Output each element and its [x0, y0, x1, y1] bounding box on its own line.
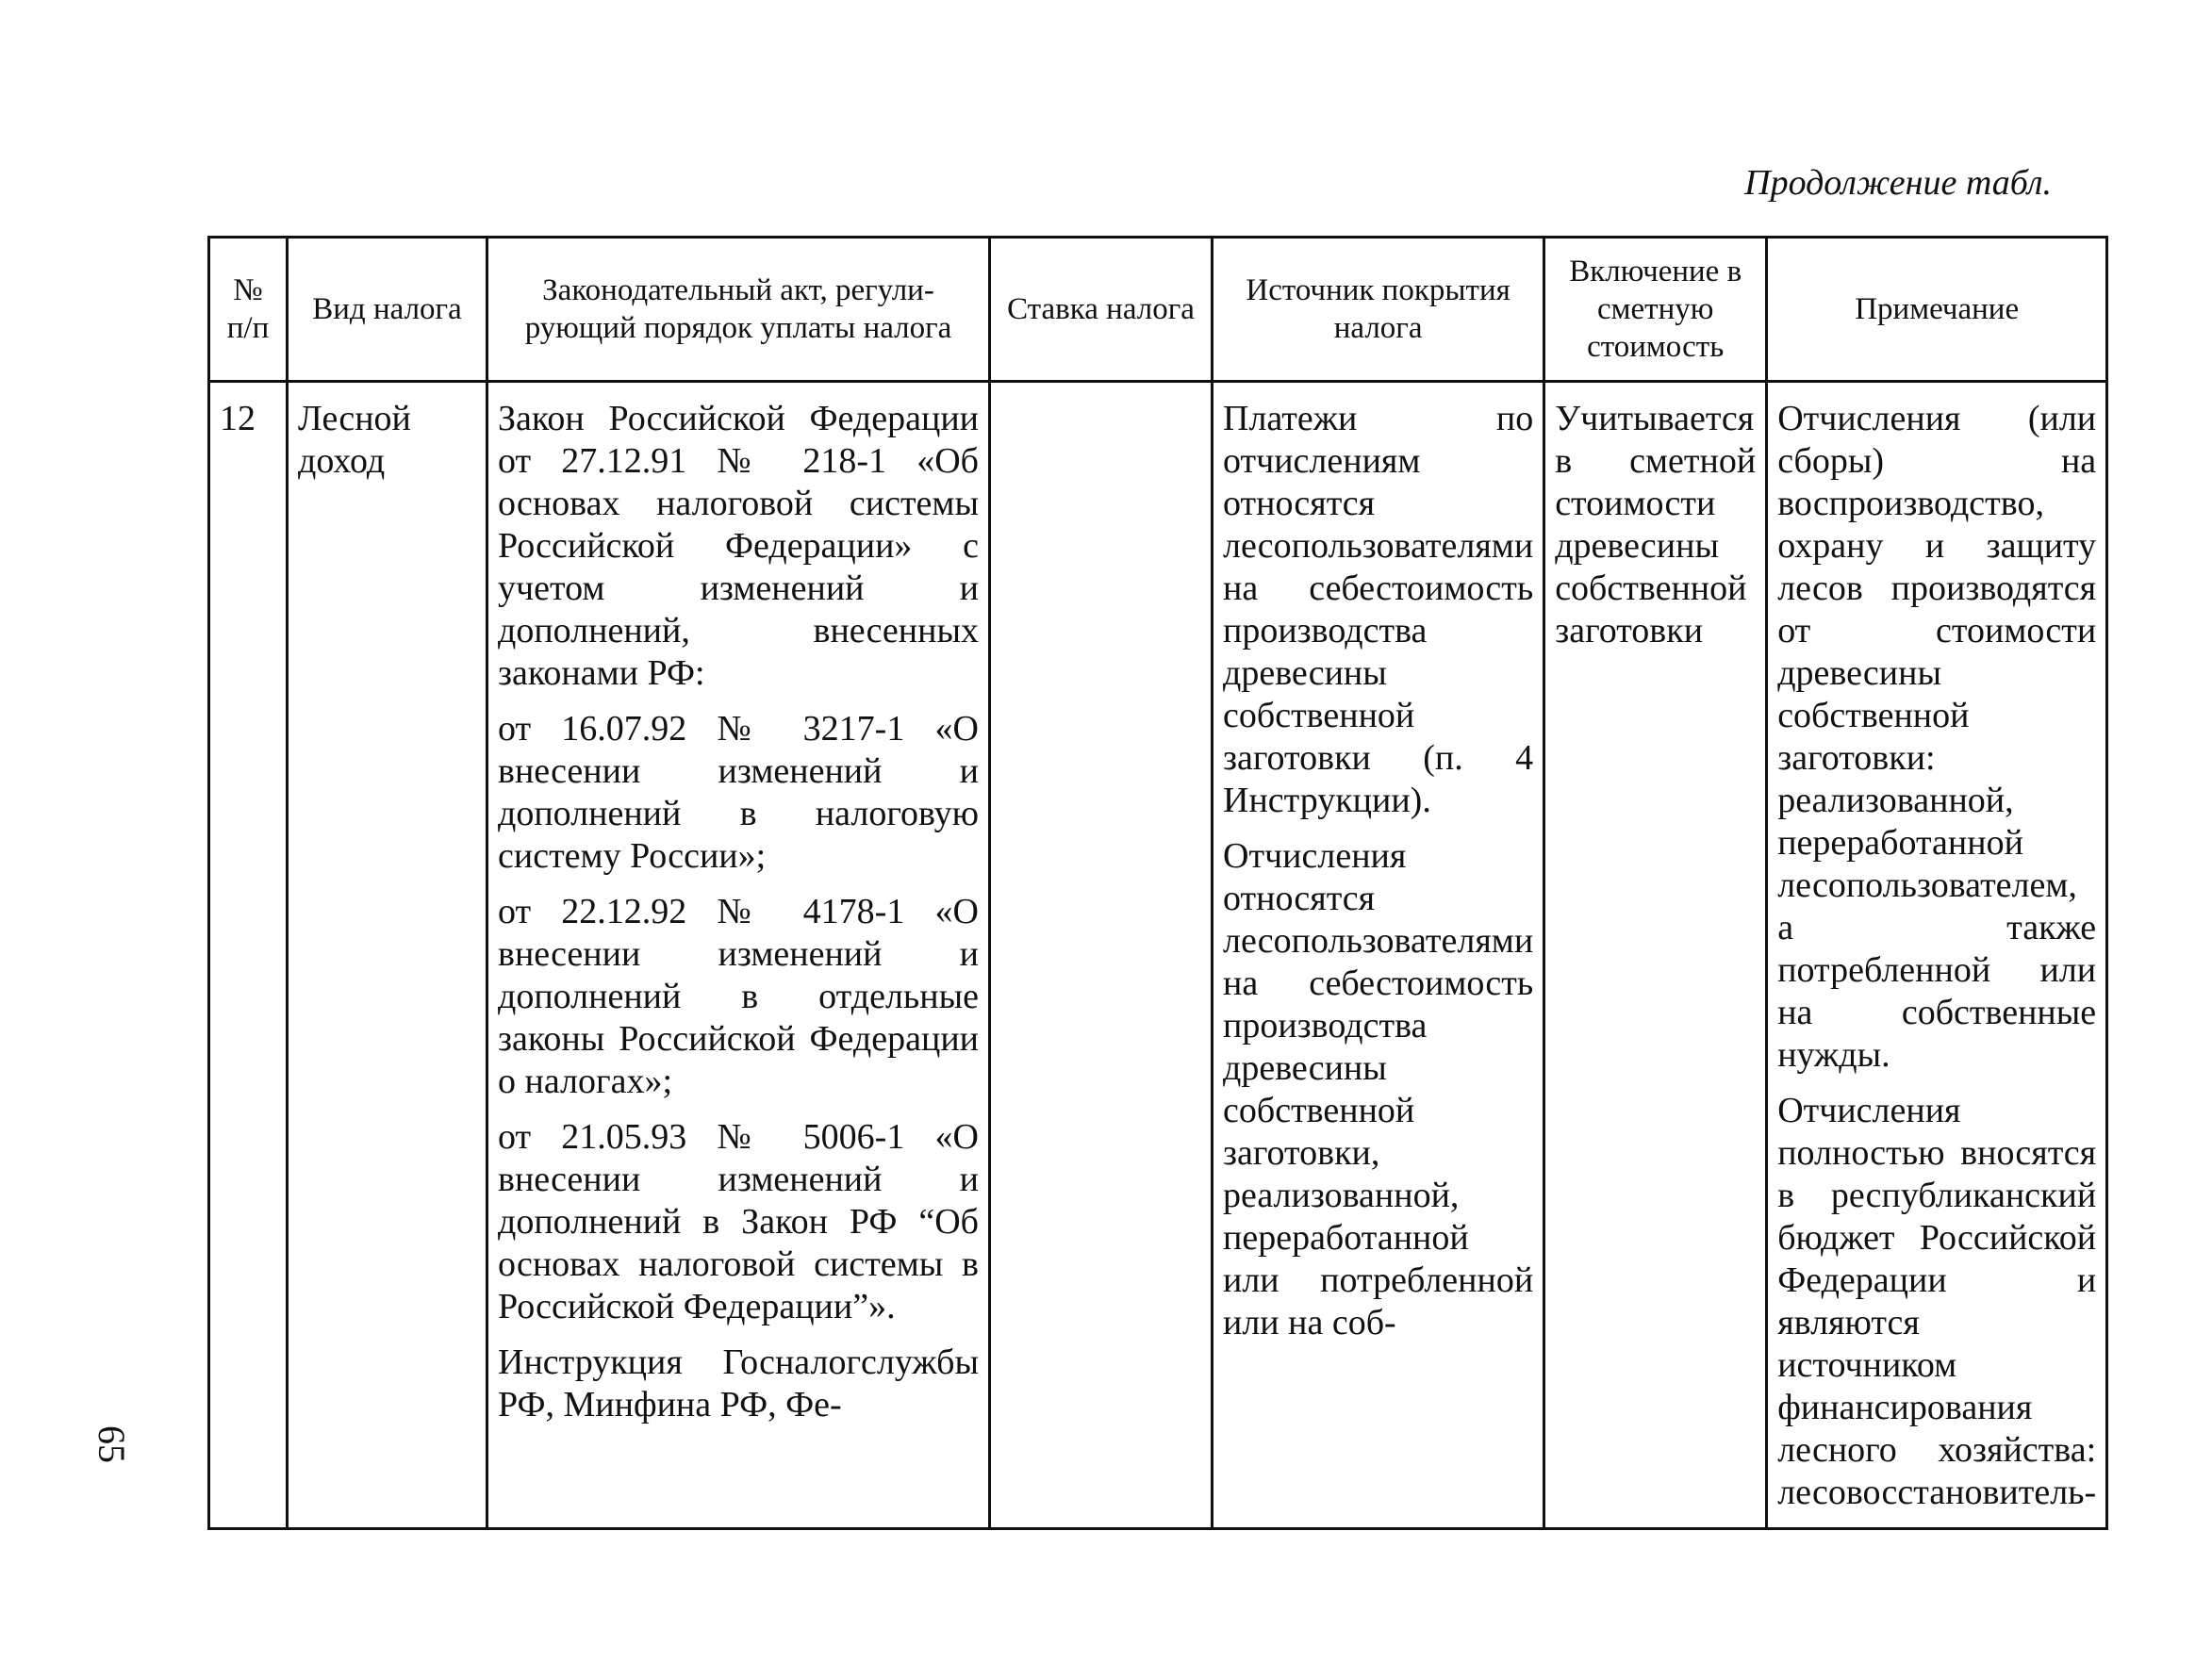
- source-paragraph: Платежи по отчислениям относятся лесопользователями на себестоимость производства древесины собственной заготовки (п. 4 Инструкции).: [1223, 399, 1534, 820]
- table-header-row: [209, 238, 2107, 382]
- continuation-label: Продолжение табл.: [1744, 163, 2052, 203]
- act-paragraph: от 16.07.92 № 3217-1 «О внесении изменений и дополнений в налоговую систему России»;: [498, 709, 979, 876]
- cell-legislative-act: [487, 382, 990, 1529]
- act-paragraph: Инструкция Госналогслужбы РФ, Минфина РФ, Фе-: [498, 1342, 979, 1424]
- table-row: [209, 382, 2107, 1529]
- header-coverage-source: Источник покрытия налога: [1213, 238, 1544, 382]
- page-number: 65: [91, 1425, 133, 1463]
- cell-tax-kind: Лесной доход: [288, 382, 487, 1529]
- cell-coverage-source: [1213, 382, 1544, 1529]
- tax-table: [207, 236, 2108, 1530]
- note-paragraph: Отчисления (или сборы) на воспроизводство, охрану и защиту лесов производятся от стоимости древесины собственной заготовки: реализованной, переработанной лесопользователем, а также потребленной или на собственные нужды.: [1777, 399, 2097, 1075]
- header-legislative-act: Законодательный акт, регули-рующий порядок уплаты налога: [487, 238, 990, 382]
- header-num: № п/п: [209, 238, 288, 382]
- cell-num: 12: [209, 382, 288, 1529]
- header-estimate-inclusion: Включение в сметную стоимость: [1544, 238, 1767, 382]
- header-note: Примечание: [1767, 238, 2107, 382]
- header-tax-kind: Вид налога: [288, 238, 487, 382]
- note-paragraph: Отчисления полностью вносятся в республиканский бюджет Российской Федерации и являются источником финансирования лесного хозяйства: лесовосстановитель-: [1777, 1091, 2097, 1512]
- act-paragraph: Закон Российской Федерации от 27.12.91 № 218-1 «Об основах налоговой системы Российской Федерации» с учетом изменений и дополнений, внесенных законами РФ:: [498, 399, 979, 693]
- source-paragraph: Отчисления относятся лесопользователями на себестоимость производства древесины собственной заготовки, реализованной, переработанной или потребленной или на соб-: [1223, 836, 1534, 1342]
- act-paragraph: от 21.05.93 № 5006-1 «О внесении изменений и дополнений в Закон РФ “Об основах налоговой системы в Российской Федерации”».: [498, 1117, 979, 1326]
- inclusion-paragraph: Учитывается в сметной стоимости древесины собственной заготовки: [1555, 399, 1757, 650]
- cell-estimate-inclusion: [1544, 382, 1767, 1529]
- cell-tax-rate: [990, 382, 1213, 1529]
- cell-note: [1767, 382, 2107, 1529]
- act-paragraph: от 22.12.92 № 4178-1 «О внесении изменений и дополнений в отдельные законы Российской Федерации о налогах»;: [498, 892, 979, 1101]
- header-tax-rate: Ставка налога: [990, 238, 1213, 382]
